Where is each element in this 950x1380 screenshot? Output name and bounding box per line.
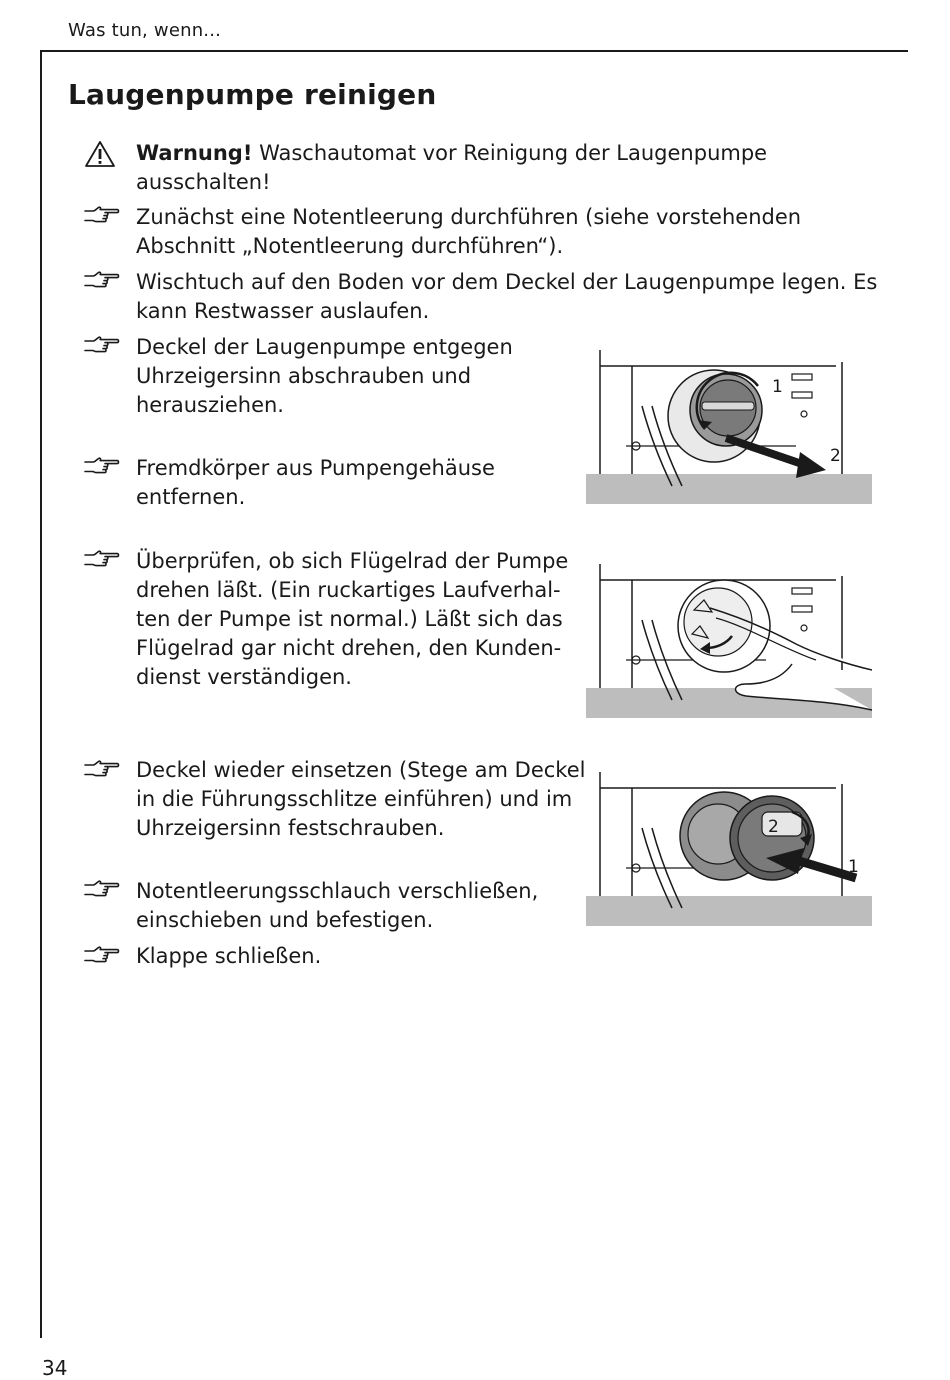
impeller-check-illustration [586,560,872,718]
step-line: Abschnitt „Notentleerung durchführen“). [136,234,564,258]
warning-triangle-icon [84,140,116,168]
step-line: Uhrzeigersinn abschrauben und [136,364,472,388]
step-line: herausziehen. [136,393,284,417]
page-title: Laugenpumpe reinigen [68,78,437,111]
step-line: in die Führungsschlitze einführen) und im [136,787,573,811]
pump-cover-removal-illustration [586,346,872,504]
header-rule [40,50,908,52]
step-text [136,454,495,512]
section-header: Was tun, wenn... [68,20,222,41]
callout-label: 1 [848,857,859,877]
step-text [136,942,321,971]
step-text [136,756,585,843]
step-line: kann Restwasser auslaufen. [136,299,430,323]
warning-line: Waschautomat vor Reinigung der Laugenpumpe [252,141,768,165]
step-line: entfernen. [136,485,246,509]
step-line: Klappe schließen. [136,944,322,968]
page-number: 34 [42,1356,68,1380]
step-text [136,333,513,420]
pointing-hand-icon [84,946,120,966]
step-text [136,547,568,692]
pump-cover-insert-illustration [586,768,872,926]
warning-line: ausschalten! [136,170,271,194]
step-text [136,268,877,326]
callout-label: 2 [768,817,779,837]
step-text [136,203,801,261]
step-line: Überprüfen, ob sich Flügelrad der Pumpe [136,549,569,573]
pointing-hand-icon [84,336,120,356]
pointing-hand-icon [84,550,120,570]
step-line: ten der Pumpe ist normal.) Läßt sich das [136,607,563,631]
pointing-hand-icon [84,206,120,226]
pointing-hand-icon [84,880,120,900]
callout-label: 2 [830,446,841,466]
step-line: Wischtuch auf den Boden vor dem Deckel der Laugenpumpe legen. Es [136,270,878,294]
step-text [136,877,538,935]
step-line: einschieben und befestigen. [136,908,434,932]
margin-rule [40,50,42,1338]
step-line: Zunächst eine Notentleerung durchführen (siehe vorstehenden [136,205,802,229]
step-line: Deckel der Laugenpumpe entgegen [136,335,513,359]
step-line: Notentleerungsschlauch verschließen, [136,879,539,903]
pointing-hand-icon [84,457,120,477]
step-line: Flügelrad gar nicht drehen, den Kunden- [136,636,562,660]
warning-label: Warnung! [136,141,253,165]
warning-text [136,139,767,197]
pointing-hand-icon [84,760,120,780]
step-line: drehen läßt. (Ein ruckartiges Laufverhal- [136,578,561,602]
step-line: dienst verständigen. [136,665,352,689]
step-line: Deckel wieder einsetzen (Stege am Deckel [136,758,586,782]
step-line: Fremdkörper aus Pumpengehäuse [136,456,495,480]
callout-label: 1 [772,377,783,397]
step-line: Uhrzeigersinn festschrauben. [136,816,445,840]
pointing-hand-icon [84,271,120,291]
